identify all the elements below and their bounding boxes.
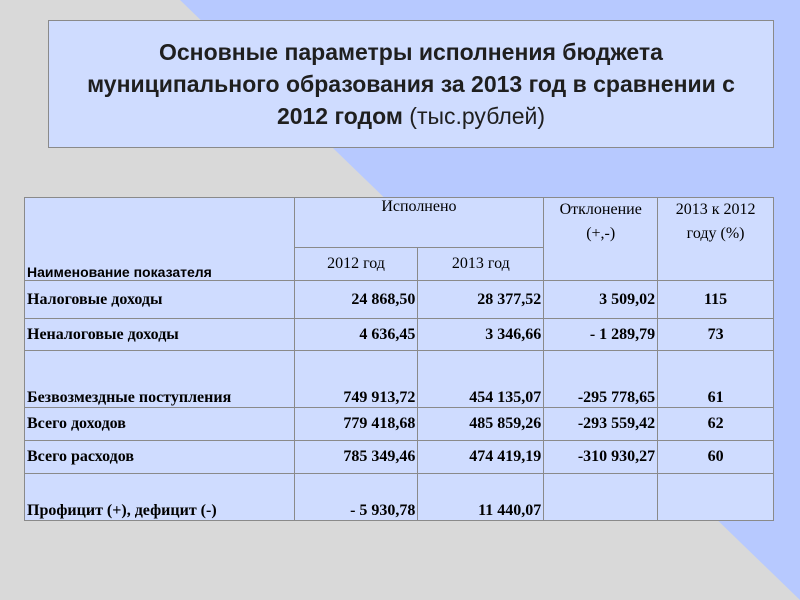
row-label: Всего расходов: [25, 441, 295, 474]
cell-ratio: 60: [658, 441, 774, 474]
cell-deviation: -310 930,27: [544, 441, 658, 474]
header-name: Наименование показателя: [25, 198, 295, 281]
cell-2012: 24 868,50: [294, 281, 418, 319]
cell-ratio: 62: [658, 408, 774, 441]
cell-2013: 474 419,19: [418, 441, 544, 474]
row-label: Всего доходов: [25, 408, 295, 441]
title-year: 2012 годом: [276, 103, 403, 129]
cell-deviation: -295 778,65: [544, 351, 658, 408]
cell-2013: 11 440,07: [418, 474, 544, 521]
cell-deviation: -293 559,42: [544, 408, 658, 441]
cell-2013: 454 135,07: [418, 351, 544, 408]
budget-table: [24, 197, 774, 521]
title-line-3: [277, 100, 545, 132]
cell-2012: - 5 930,78: [294, 474, 418, 521]
cell-2012: 785 349,46: [294, 441, 418, 474]
cell-deviation: 3 509,02: [544, 281, 658, 319]
cell-deviation: [544, 474, 658, 521]
cell-ratio: 61: [658, 351, 774, 408]
header-executed: Исполнено: [294, 198, 544, 248]
header-year-2013: 2013 год: [418, 248, 544, 281]
cell-ratio: 115: [658, 281, 774, 319]
cell-2013: 485 859,26: [418, 408, 544, 441]
title-line-1: Основные параметры исполнения бюджета: [159, 39, 663, 65]
title-unit: (тыс.рублей): [409, 103, 546, 129]
cell-2012: 779 418,68: [294, 408, 418, 441]
row-label: Безвозмездные поступления: [25, 351, 295, 408]
table-row: [25, 319, 774, 351]
header-deviation: Отклонение (+,-): [544, 198, 658, 281]
header-year-2012: 2012 год: [294, 248, 418, 281]
header-ratio: 2013 к 2012 году (%): [658, 198, 774, 281]
table-row: [25, 281, 774, 319]
cell-2013: 28 377,52: [418, 281, 544, 319]
cell-ratio: [658, 474, 774, 521]
row-label: Неналоговые доходы: [25, 319, 295, 351]
cell-deviation: - 1 289,79: [544, 319, 658, 351]
cell-ratio: 73: [658, 319, 774, 351]
cell-2013: 3 346,66: [418, 319, 544, 351]
table-row: [25, 441, 774, 474]
table-row: [25, 474, 774, 521]
table-row: [25, 351, 774, 408]
title-line-2: муниципального образования за 2013 год в сравнении с: [87, 71, 735, 97]
row-label: Налоговые доходы: [25, 281, 295, 319]
row-label: Профицит (+), дефицит (-): [25, 474, 295, 521]
table-row: [25, 408, 774, 441]
title-box: [48, 20, 774, 148]
cell-2012: 749 913,72: [294, 351, 418, 408]
cell-2012: 4 636,45: [294, 319, 418, 351]
